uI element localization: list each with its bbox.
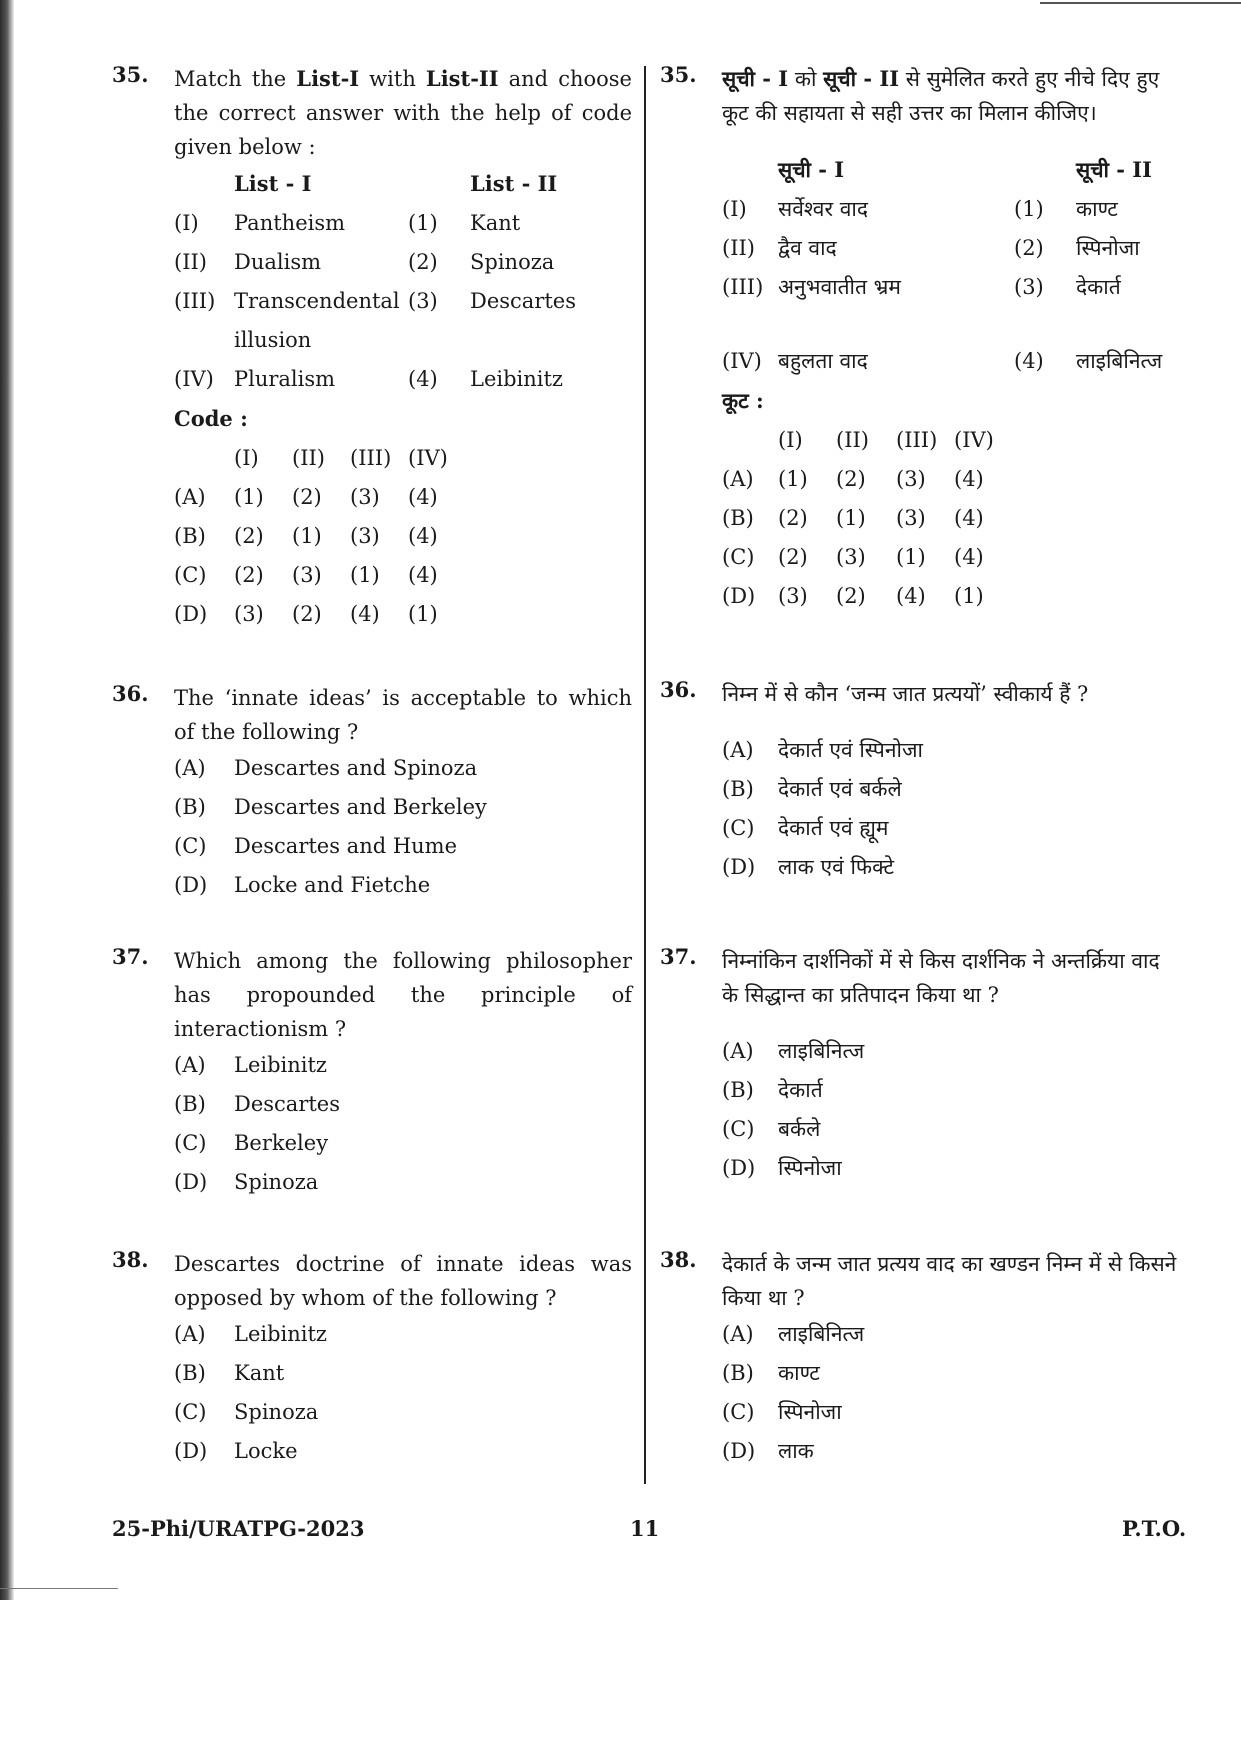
- question-text: सूची - I को सूची - II से सुमेलित करते हुए नीचे दिए हुए कूट की सहायता से सही उत्तर का मिलान कीजिए।: [722, 66, 1160, 125]
- question-38-en: [112, 1247, 632, 1471]
- option-d[interactable]: (D) लाक एवं फिक्टे: [722, 855, 895, 879]
- list2-header: सूची - II: [1076, 157, 1152, 182]
- question-number: 38.: [112, 1247, 149, 1272]
- option-b[interactable]: (B) Kant: [174, 1361, 285, 1385]
- question-number: 36.: [112, 681, 149, 706]
- option-a[interactable]: (A) Descartes and Spinoza: [174, 756, 478, 780]
- option-b[interactable]: (B) देकार्त: [722, 1078, 823, 1102]
- question-number: 37.: [112, 944, 149, 969]
- match-row: illusion: [234, 328, 312, 352]
- code-option-a[interactable]: (A) (1) (2) (3) (4): [722, 467, 984, 491]
- option-a[interactable]: (A) लाइबिनित्ज: [722, 1322, 865, 1346]
- question-37-en: [112, 944, 632, 1202]
- options: [722, 1032, 1180, 1188]
- option-b[interactable]: (B) काण्ट: [722, 1361, 820, 1385]
- match-row: (IV) बहुलता वाद (4) लाइबिनित्ज: [722, 349, 1163, 373]
- option-d[interactable]: (D) Spinoza: [174, 1170, 319, 1194]
- question-38-hi: [660, 1247, 1180, 1471]
- code-head-row: (I) (II) (III) (IV): [234, 446, 448, 470]
- option-c[interactable]: (C) स्पिनोजा: [722, 1400, 842, 1424]
- question-36-hi: [660, 677, 1180, 887]
- code-option-d[interactable]: (D) (3) (2) (4) (1): [174, 602, 438, 626]
- question-number: 38.: [660, 1247, 697, 1272]
- code-grid: [722, 421, 1180, 616]
- option-d[interactable]: (D) Locke and Fietche: [174, 873, 431, 897]
- option-d[interactable]: (D) लाक: [722, 1439, 814, 1463]
- code-head-row: (I) (II) (III) (IV): [778, 428, 994, 452]
- question-37-hi: [660, 944, 1180, 1188]
- options: [174, 749, 632, 905]
- option-d[interactable]: (D) Locke: [174, 1439, 298, 1463]
- bottom-rule: [0, 1588, 118, 1589]
- option-a[interactable]: (A) देकार्त एवं स्पिनोजा: [722, 738, 923, 762]
- option-a[interactable]: (A) Leibinitz: [174, 1053, 327, 1077]
- match-list: [722, 150, 1180, 616]
- options: [174, 1315, 632, 1471]
- match-list-header: [174, 164, 632, 204]
- option-b[interactable]: (B) Descartes and Berkeley: [174, 795, 487, 819]
- options: [722, 1315, 1180, 1471]
- match-row: (IV) Pluralism (4) Leibinitz: [174, 367, 563, 391]
- code-grid: [174, 439, 632, 634]
- code-option-a[interactable]: (A) (1) (2) (3) (4): [174, 485, 438, 509]
- question-35-hi: [660, 62, 1180, 616]
- column-divider: [644, 66, 646, 1484]
- question-text: निम्न में से कौन ‘जन्म जात प्रत्ययों’ स्वीकार्य हैं ?: [722, 682, 1089, 706]
- question-text: Match the List-I with List-II and choose the correct answer with the help of code given below :: [174, 66, 632, 159]
- code-option-b[interactable]: (B) (2) (1) (3) (4): [174, 524, 438, 548]
- option-c[interactable]: (C) Spinoza: [174, 1400, 319, 1424]
- option-b[interactable]: (B) देकार्त एवं बर्कले: [722, 777, 902, 801]
- option-c[interactable]: (C) Berkeley: [174, 1131, 329, 1155]
- option-a[interactable]: (A) लाइबिनित्ज: [722, 1039, 865, 1063]
- option-b[interactable]: (B) Descartes: [174, 1092, 341, 1116]
- option-c[interactable]: (C) बर्कले: [722, 1117, 821, 1141]
- page-number: 11: [630, 1516, 660, 1541]
- match-row: (III) अनुभवातीत भ्रम (3) देकार्त: [722, 275, 1121, 299]
- code-option-d[interactable]: (D) (3) (2) (4) (1): [722, 584, 984, 608]
- list1-header: List - I: [234, 171, 312, 196]
- question-text: Descartes doctrine of innate ideas was opposed by whom of the following ?: [174, 1252, 632, 1310]
- question-number: 35.: [112, 62, 149, 87]
- code-label: कूट :: [722, 388, 764, 413]
- question-text: The ‘innate ideas’ is acceptable to which of the following ?: [174, 686, 632, 744]
- top-rule: [1040, 2, 1241, 4]
- match-row: (I) Pantheism (1) Kant: [174, 211, 521, 235]
- question-text: देकार्त के जन्म जात प्रत्यय वाद का खण्डन निम्न में से किसने किया था ?: [722, 1252, 1177, 1310]
- question-text: Which among the following philosopher has propounded the principle of interactionism ?: [174, 949, 632, 1041]
- match-row: (II) Dualism (2) Spinoza: [174, 250, 555, 274]
- question-text: निम्नांकिन दार्शनिकों में से किस दार्शनिक ने अन्तर्क्रिया वाद के सिद्धान्त का प्रतिपादन किया था ?: [722, 949, 1160, 1007]
- option-c[interactable]: (C) Descartes and Hume: [174, 834, 458, 858]
- scan-edge: [0, 0, 14, 1600]
- option-a[interactable]: (A) Leibinitz: [174, 1322, 327, 1346]
- list2-header: List - II: [470, 171, 558, 196]
- options: [722, 731, 1180, 887]
- code-option-c[interactable]: (C) (2) (3) (1) (4): [722, 545, 984, 569]
- match-row: (III) Transcendental (3) Descartes: [174, 289, 577, 313]
- code-label: Code :: [174, 406, 248, 431]
- paper-code: 25-Phi/URATPG-2023: [112, 1516, 365, 1541]
- question-35-en: [112, 62, 632, 634]
- match-row: (I) सर्वेश्वर वाद (1) काण्ट: [722, 197, 1118, 221]
- list1-header: सूची - I: [778, 157, 845, 182]
- question-number: 37.: [660, 944, 697, 969]
- option-d[interactable]: (D) स्पिनोजा: [722, 1156, 842, 1180]
- code-option-b[interactable]: (B) (2) (1) (3) (4): [722, 506, 984, 530]
- match-list: [174, 164, 632, 634]
- question-number: 36.: [660, 677, 697, 702]
- option-c[interactable]: (C) देकार्त एवं ह्यूम: [722, 816, 889, 840]
- question-36-en: [112, 681, 632, 905]
- match-row: (II) द्वैव वाद (2) स्पिनोजा: [722, 236, 1140, 260]
- question-number: 35.: [660, 62, 697, 87]
- pto-label: P.T.O.: [1122, 1516, 1187, 1541]
- options: [174, 1046, 632, 1202]
- match-list-header: [722, 150, 1180, 190]
- code-option-c[interactable]: (C) (2) (3) (1) (4): [174, 563, 438, 587]
